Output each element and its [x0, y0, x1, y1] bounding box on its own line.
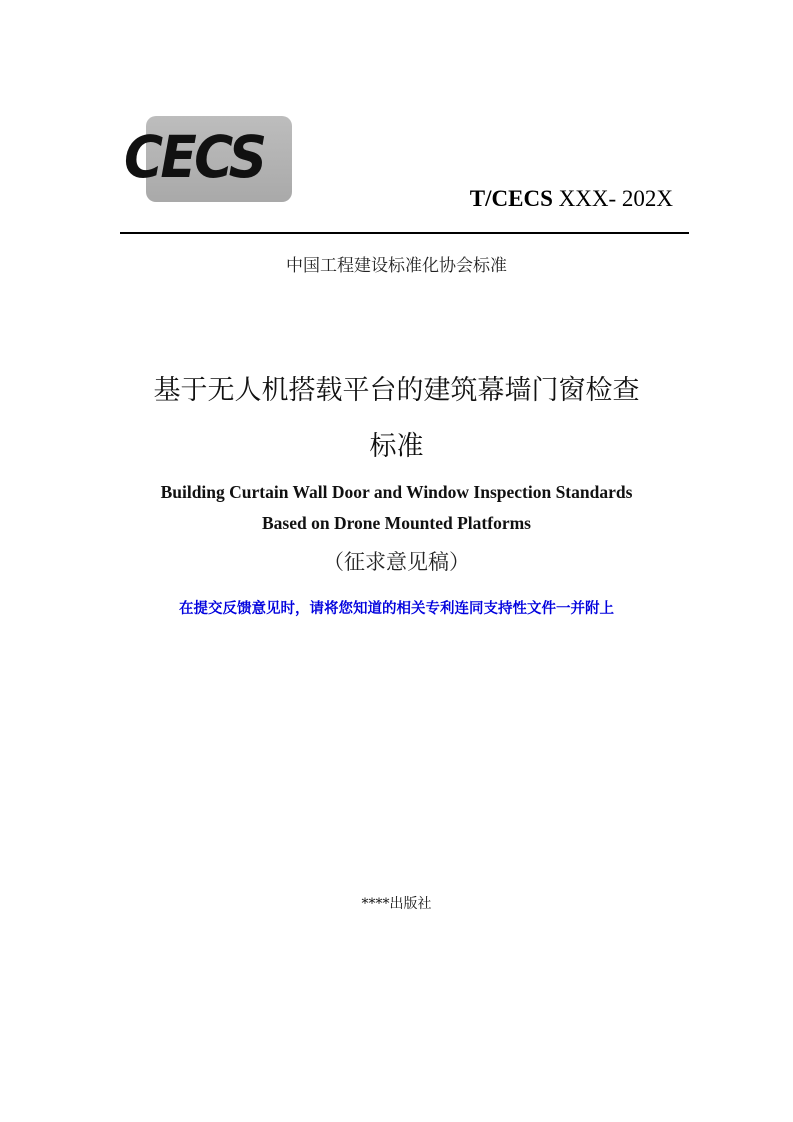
- standard-code-number: XXX- 202X: [552, 186, 673, 211]
- header-divider: [120, 232, 689, 234]
- publisher: ****出版社: [361, 896, 432, 912]
- title-en-line2: Based on Drone Mounted Platforms: [262, 513, 531, 533]
- title-cn-line2: 标准: [369, 431, 424, 462]
- title-en-line1: Building Curtain Wall Door and Window Inspection Standards: [160, 482, 633, 502]
- standard-code: [470, 186, 673, 212]
- title-cn-line1: 基于无人机搭载平台的建筑幕墙门窗检查: [153, 375, 640, 406]
- cecs-logo: [124, 116, 292, 204]
- patent-notice: 在提交反馈意见时，请将您知道的相关专利连同支持性文件一并附上: [179, 601, 614, 617]
- logo-text: CECS: [124, 123, 265, 191]
- standard-code-prefix: T/CECS: [469, 186, 553, 211]
- association-name: 中国工程建设标准化协会标准: [286, 256, 507, 276]
- draft-label: （征求意见稿）: [323, 550, 470, 574]
